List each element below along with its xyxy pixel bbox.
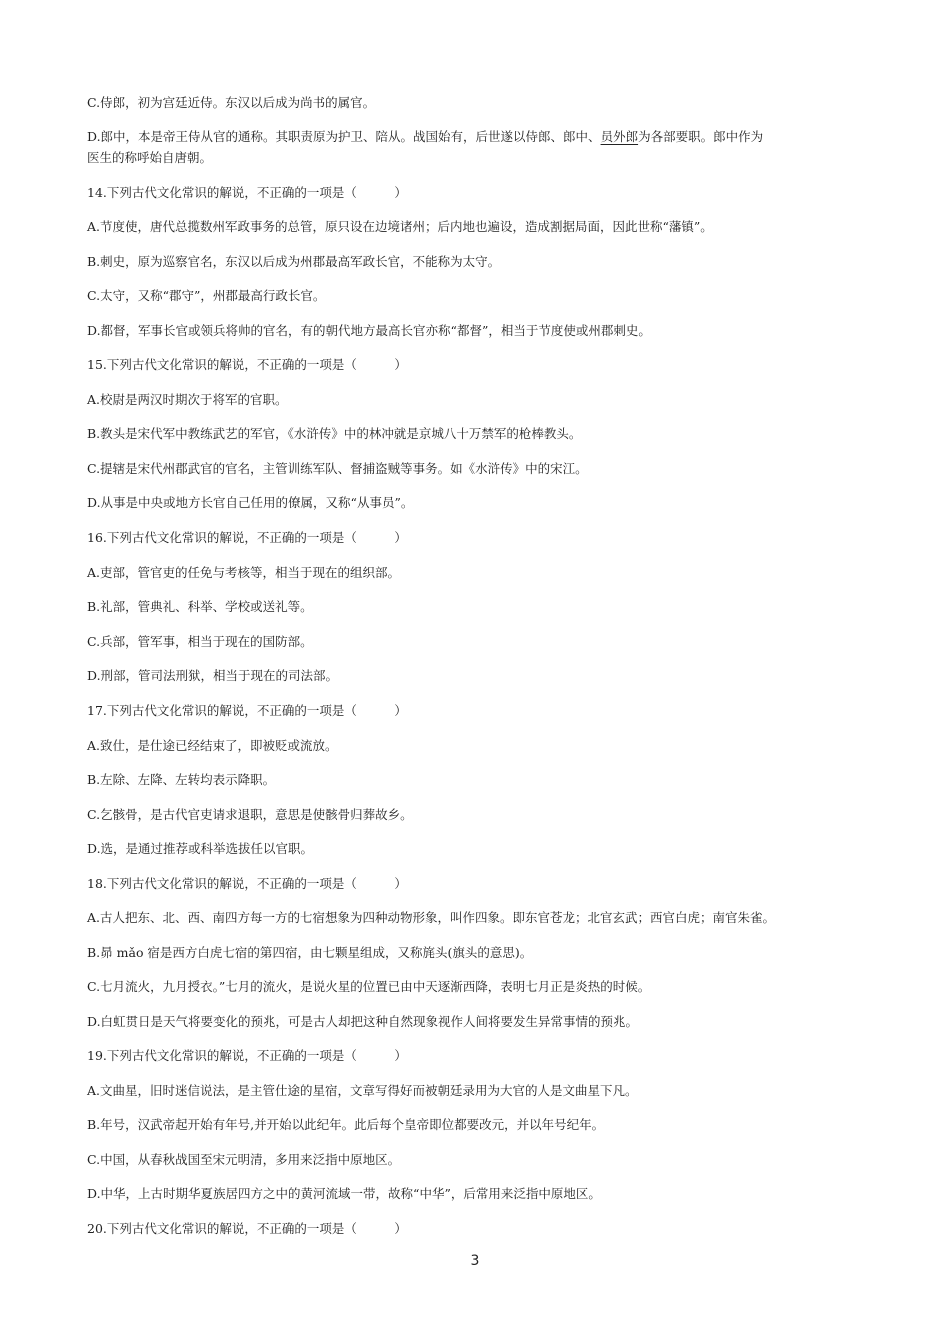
- option-line: D.刑部，管司法刑狱，相当于现在的司法部。: [87, 668, 339, 683]
- option-line: B.昴 mǎo 宿是西方白虎七宿的第四宿，由七颗星组成，又称旄头(旗头的意思)。: [87, 945, 533, 960]
- option-line: C.中国，从春秋战国至宋元明清，多用来泛指中原地区。: [87, 1152, 401, 1167]
- option-line: C.七月流火，九月授衣。”七月的流火，是说火星的位置已由中天逐渐西降，表明七月正是炎热的时候。: [87, 979, 651, 994]
- question-line: 16.下列古代文化常识的解说，不正确的一项是（ ）: [87, 530, 407, 545]
- option-line: A.节度使，唐代总揽数州军政事务的总管，原只设在边境诸州；后内地也遍设，造成割据局面，因此世称“藩镇”。: [87, 219, 713, 234]
- option-line: D.选，是通过推荐或科举选拔任以官职。: [87, 841, 314, 856]
- option-line: A.古人把东、北、西、南四方每一方的七宿想象为四种动物形象，叫作四象。即东官苍龙；北官玄武；西官白虎；南官朱雀。: [87, 910, 776, 925]
- option-line: D.都督，军事长官或领兵将帅的官名，有的朝代地方最高长官亦称“都督”，相当于节度使或州郡刺史。: [87, 323, 651, 338]
- line-text: 为各部要职。郎中作为: [638, 129, 764, 144]
- option-line: C.侍郎，初为宫廷近侍。东汉以后成为尚书的属官。: [87, 95, 376, 110]
- question-line: 14.下列古代文化常识的解说，不正确的一项是（ ）: [87, 185, 407, 200]
- option-line: A.吏部，管官吏的任免与考核等，相当于现在的组织部。: [87, 565, 401, 580]
- option-line: B.礼部，管典礼、科举、学校或送礼等。: [87, 599, 313, 614]
- line-text: D.郎中，本是帝王侍从官的通称。其职责原为护卫、陪从。战国始有，后世遂以侍郎、郎中、: [87, 129, 601, 144]
- option-line: B.年号，汉武帝起开始有年号,并开始以此纪年。此后每个皇帝即位都要改元，并以年号纪年。: [87, 1117, 605, 1132]
- option-line: A.文曲星，旧时迷信说法，是主管仕途的星宿，文章写得好而被朝廷录用为大官的人是文曲星下凡。: [87, 1083, 638, 1098]
- option-line: C.乞骸骨，是古代官吏请求退职，意思是使骸骨归葬故乡。: [87, 807, 413, 822]
- question-line: 20.下列古代文化常识的解说，不正确的一项是（ ）: [87, 1221, 407, 1236]
- question-line: 18.下列古代文化常识的解说，不正确的一项是（ ）: [87, 876, 407, 891]
- option-line: B.刺史，原为巡察官名，东汉以后成为州郡最高军政长官，不能称为太守。: [87, 254, 501, 269]
- option-line: B.教头是宋代军中教练武艺的军官，《水浒传》中的林冲就是京城八十万禁军的枪棒教头。: [87, 426, 582, 441]
- option-line: D.白虹贯日是天气将要变化的预兆，可是古人却把这种自然现象视作人间将要发生异常事情的预兆。: [87, 1014, 639, 1029]
- option-line: B.左除、左降、左转均表示降职。: [87, 772, 276, 787]
- option-line: C.兵部，管军事，相当于现在的国防部。: [87, 634, 313, 649]
- question-line: 15.下列古代文化常识的解说，不正确的一项是（ ）: [87, 357, 407, 372]
- underlined-term: 员外郎: [600, 129, 639, 144]
- option-line: [87, 127, 877, 147]
- option-line: C.提辖是宋代州郡武官的官名，主管训练军队、督捕盗贼等事务。如《水浒传》中的宋江。: [87, 461, 588, 476]
- option-line: D.中华，上古时期华夏族居四方之中的黄河流域一带，故称“中华”，后常用来泛指中原地区。: [87, 1186, 601, 1201]
- option-line: D.从事是中央或地方长官自己任用的僚属，又称“从事员”。: [87, 495, 414, 510]
- option-line: A.致仕，是仕途已经结束了，即被贬或流放。: [87, 738, 338, 753]
- question-line: 17.下列古代文化常识的解说，不正确的一项是（ ）: [87, 703, 407, 718]
- option-line: C.太守，又称“郡守”，州郡最高行政长官。: [87, 288, 326, 303]
- question-line: 19.下列古代文化常识的解说，不正确的一项是（ ）: [87, 1048, 407, 1063]
- option-line: A.校尉是两汉时期次于将军的官职。: [87, 392, 288, 407]
- option-line: 医生的称呼始自唐朝。: [87, 150, 213, 165]
- page-number: 3: [470, 1253, 480, 1269]
